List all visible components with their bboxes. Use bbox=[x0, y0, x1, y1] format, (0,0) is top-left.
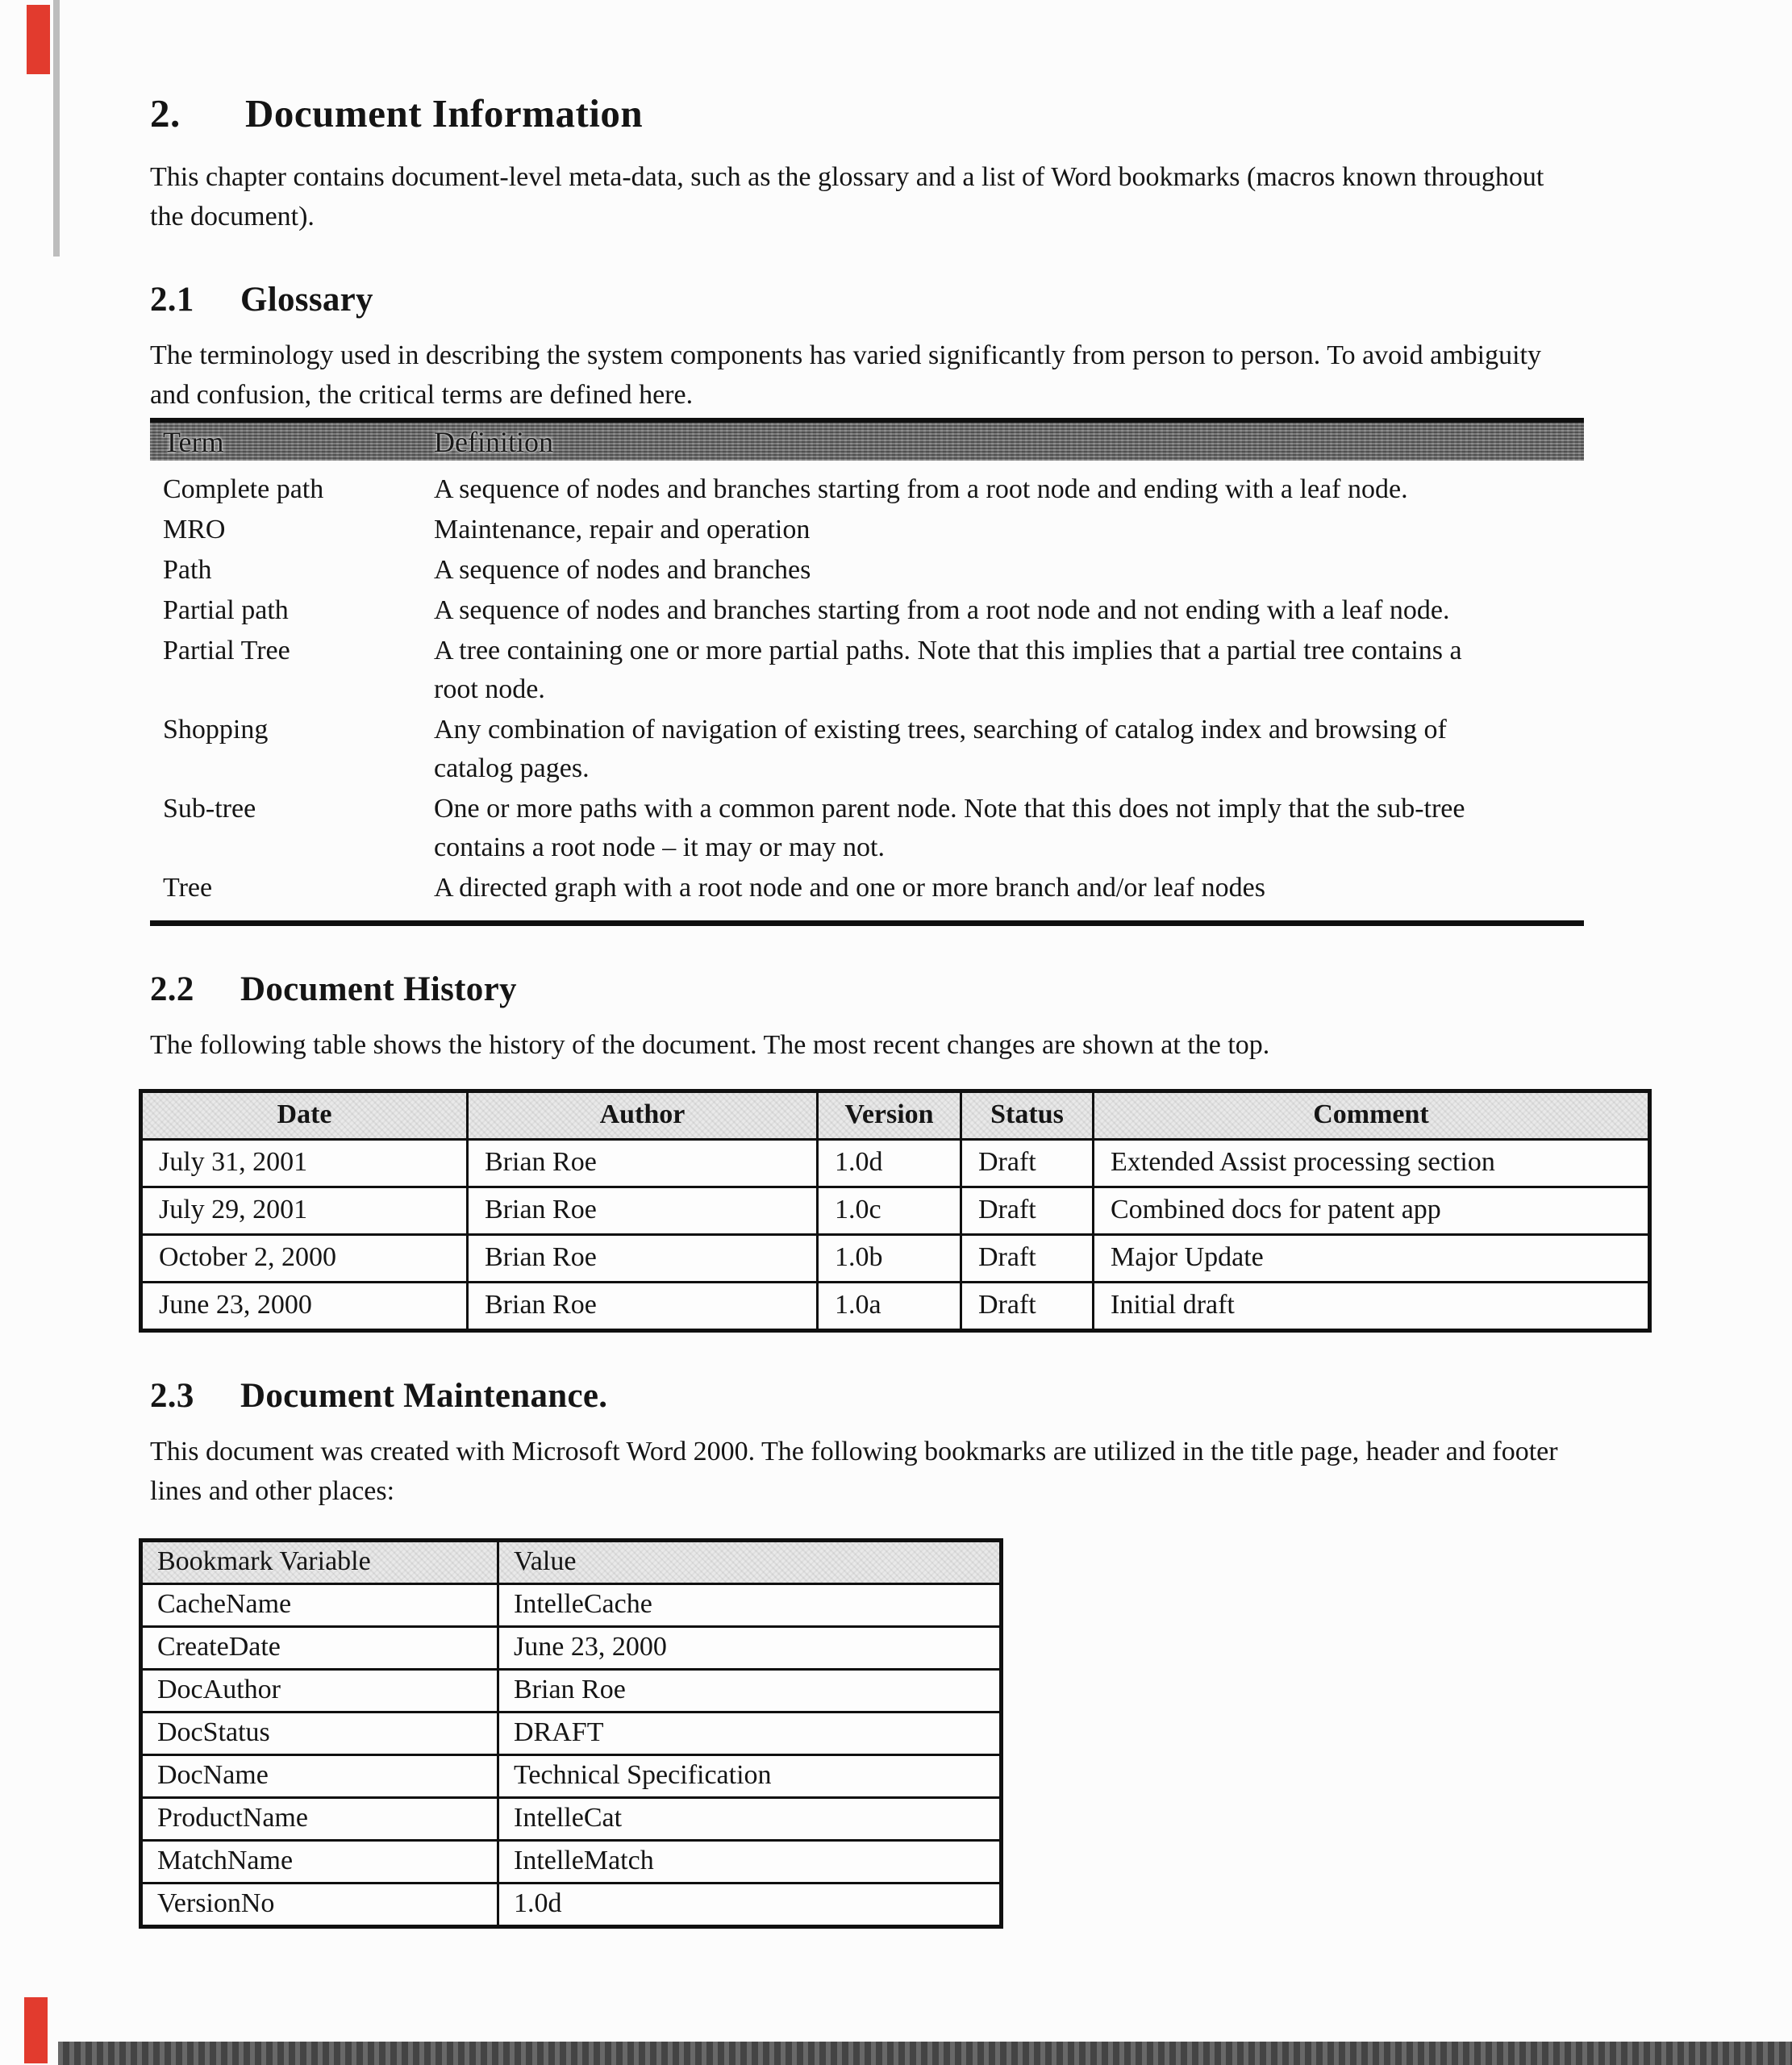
bookmark-row bbox=[143, 1799, 999, 1842]
glossary-intro: The terminology used in describing the system components has varied significantly from person to person. To avoid ambiguity and confusion, the critical terms are defined here. bbox=[150, 340, 1542, 410]
history-header-author: Author bbox=[469, 1093, 819, 1138]
bookmark-value: IntelleMatch bbox=[514, 1846, 654, 1875]
glossary-row bbox=[150, 632, 1584, 709]
bookmark-variable: CreateDate bbox=[143, 1628, 499, 1668]
glossary-term: Complete path bbox=[163, 474, 324, 504]
scan-mark-red-top bbox=[27, 5, 50, 74]
history-cell-author: Brian Roe bbox=[469, 1188, 819, 1233]
bookmarks-header-row bbox=[143, 1542, 999, 1585]
history-header-status: Status bbox=[962, 1093, 1094, 1138]
glossary-definition: A sequence of nodes and branches starting from a root node and not ending with a leaf node. bbox=[434, 595, 1450, 625]
glossary-term: MRO bbox=[163, 515, 226, 544]
history-header-version: Version bbox=[819, 1093, 962, 1138]
glossary-term-header: Term bbox=[163, 425, 224, 458]
maintenance-heading bbox=[150, 1376, 1584, 1416]
history-heading bbox=[150, 970, 1584, 1009]
history-cell-date: July 29, 2001 bbox=[143, 1188, 469, 1233]
history-cell-comment: Combined docs for patent app bbox=[1111, 1195, 1441, 1224]
glossary-definition: A tree containing one or more partial paths. Note that this implies that a partial tree contains a root node. bbox=[434, 636, 1462, 704]
history-cell-date: June 23, 2000 bbox=[143, 1283, 469, 1329]
bookmark-variable: ProductName bbox=[143, 1799, 499, 1839]
history-intro: The following table shows the history of the document. The most recent changes are shown at the top. bbox=[150, 1030, 1270, 1060]
history-cell-status: Draft bbox=[962, 1188, 1094, 1233]
history-cell-comment: Major Update bbox=[1111, 1242, 1264, 1272]
history-cell-comment: Initial draft bbox=[1111, 1290, 1235, 1320]
bookmark-variable: DocName bbox=[143, 1756, 499, 1796]
bookmark-row bbox=[143, 1585, 999, 1628]
scan-mark-red-bottom bbox=[24, 1997, 48, 2063]
bookmarks-header-value: Value bbox=[499, 1542, 999, 1583]
maintenance-title: Document Maintenance. bbox=[240, 1377, 608, 1415]
glossary-number: 2.1 bbox=[150, 281, 194, 319]
glossary-term: Path bbox=[163, 555, 212, 585]
glossary-definition: A sequence of nodes and branches bbox=[434, 555, 811, 585]
bookmark-variable: CacheName bbox=[143, 1585, 499, 1625]
glossary-term: Shopping bbox=[163, 715, 269, 745]
maintenance-intro: This document was created with Microsoft Word 2000. The following bookmarks are utilized in the title page, header and footer lines and other places: bbox=[150, 1437, 1558, 1506]
glossary-row bbox=[150, 790, 1584, 867]
bookmarks-header-variable: Bookmark Variable bbox=[143, 1542, 499, 1583]
history-cell-author: Brian Roe bbox=[469, 1283, 819, 1329]
glossary-row bbox=[150, 591, 1584, 630]
history-cell-status: Draft bbox=[962, 1283, 1094, 1329]
history-cell-author: Brian Roe bbox=[469, 1236, 819, 1281]
bookmarks-table bbox=[139, 1538, 1003, 1929]
glossary-definition: A directed graph with a root node and one or more branch and/or leaf nodes bbox=[434, 873, 1265, 903]
history-cell-date: July 31, 2001 bbox=[143, 1141, 469, 1186]
glossary-heading bbox=[150, 280, 1584, 319]
bookmark-value: 1.0d bbox=[514, 1888, 562, 1918]
glossary-row bbox=[150, 470, 1584, 509]
bookmark-row bbox=[143, 1884, 999, 1925]
history-header-comment: Comment bbox=[1094, 1093, 1648, 1138]
scan-mark-gray-edge bbox=[53, 0, 60, 257]
glossary-row bbox=[150, 711, 1584, 788]
bookmark-value: DRAFT bbox=[514, 1717, 604, 1747]
section-2-number: 2. bbox=[150, 91, 181, 136]
glossary-definition: Any combination of navigation of existing trees, searching of catalog index and browsing of catalog pages. bbox=[434, 715, 1447, 783]
bookmark-row bbox=[143, 1671, 999, 1713]
glossary-term: Partial path bbox=[163, 595, 289, 625]
bookmark-value: IntelleCat bbox=[514, 1803, 623, 1833]
history-title: Document History bbox=[240, 970, 517, 1008]
bookmark-variable: DocAuthor bbox=[143, 1671, 499, 1711]
glossary-row bbox=[150, 869, 1584, 907]
history-cell-author: Brian Roe bbox=[469, 1141, 819, 1186]
glossary-term: Tree bbox=[163, 873, 213, 903]
bookmark-row bbox=[143, 1842, 999, 1884]
history-cell-version: 1.0d bbox=[819, 1141, 962, 1186]
section-2-intro: This chapter contains document-level meta-data, such as the glossary and a list of Word bookmarks (macros known throughout the document). bbox=[150, 162, 1544, 232]
glossary-table-body bbox=[150, 461, 1584, 920]
maintenance-number: 2.3 bbox=[150, 1377, 194, 1415]
glossary-table bbox=[150, 418, 1584, 926]
history-table bbox=[139, 1089, 1652, 1333]
history-table-header-row bbox=[143, 1093, 1648, 1141]
glossary-definition: Maintenance, repair and operation bbox=[434, 515, 811, 544]
bookmark-value: Brian Roe bbox=[514, 1675, 626, 1704]
section-2-heading bbox=[150, 90, 1584, 136]
history-row bbox=[143, 1188, 1648, 1236]
glossary-table-header bbox=[150, 423, 1584, 461]
glossary-definition: A sequence of nodes and branches starting from a root node and ending with a leaf node. bbox=[434, 474, 1408, 504]
bookmark-variable: DocStatus bbox=[143, 1713, 499, 1754]
glossary-term: Sub-tree bbox=[163, 794, 256, 824]
bookmark-value: June 23, 2000 bbox=[514, 1632, 667, 1662]
history-cell-status: Draft bbox=[962, 1141, 1094, 1186]
bookmark-value: IntelleCache bbox=[514, 1589, 652, 1619]
history-row bbox=[143, 1141, 1648, 1188]
history-row bbox=[143, 1236, 1648, 1283]
bookmark-row bbox=[143, 1713, 999, 1756]
bookmark-variable: VersionNo bbox=[143, 1884, 499, 1925]
history-cell-comment: Extended Assist processing section bbox=[1111, 1147, 1495, 1177]
history-cell-version: 1.0b bbox=[819, 1236, 962, 1281]
section-2-title: Document Information bbox=[245, 91, 644, 136]
bookmark-row bbox=[143, 1628, 999, 1671]
bookmark-row bbox=[143, 1756, 999, 1799]
bookmark-variable: MatchName bbox=[143, 1842, 499, 1882]
history-cell-version: 1.0a bbox=[819, 1283, 962, 1329]
history-header-date: Date bbox=[143, 1093, 469, 1138]
glossary-definition-header: Definition bbox=[434, 425, 553, 458]
history-number: 2.2 bbox=[150, 970, 194, 1008]
history-row bbox=[143, 1283, 1648, 1329]
glossary-term: Partial Tree bbox=[163, 636, 290, 665]
scan-mark-bottom-bar bbox=[58, 2042, 1792, 2065]
history-cell-date: October 2, 2000 bbox=[143, 1236, 469, 1281]
bookmark-value: Technical Specification bbox=[514, 1760, 772, 1790]
glossary-row bbox=[150, 551, 1584, 590]
history-cell-version: 1.0c bbox=[819, 1188, 962, 1233]
glossary-title: Glossary bbox=[240, 281, 373, 319]
history-cell-status: Draft bbox=[962, 1236, 1094, 1281]
glossary-definition: One or more paths with a common parent node. Note that this does not imply that the sub-tree contains a root node – it may or may not. bbox=[434, 794, 1465, 862]
glossary-row bbox=[150, 511, 1584, 549]
